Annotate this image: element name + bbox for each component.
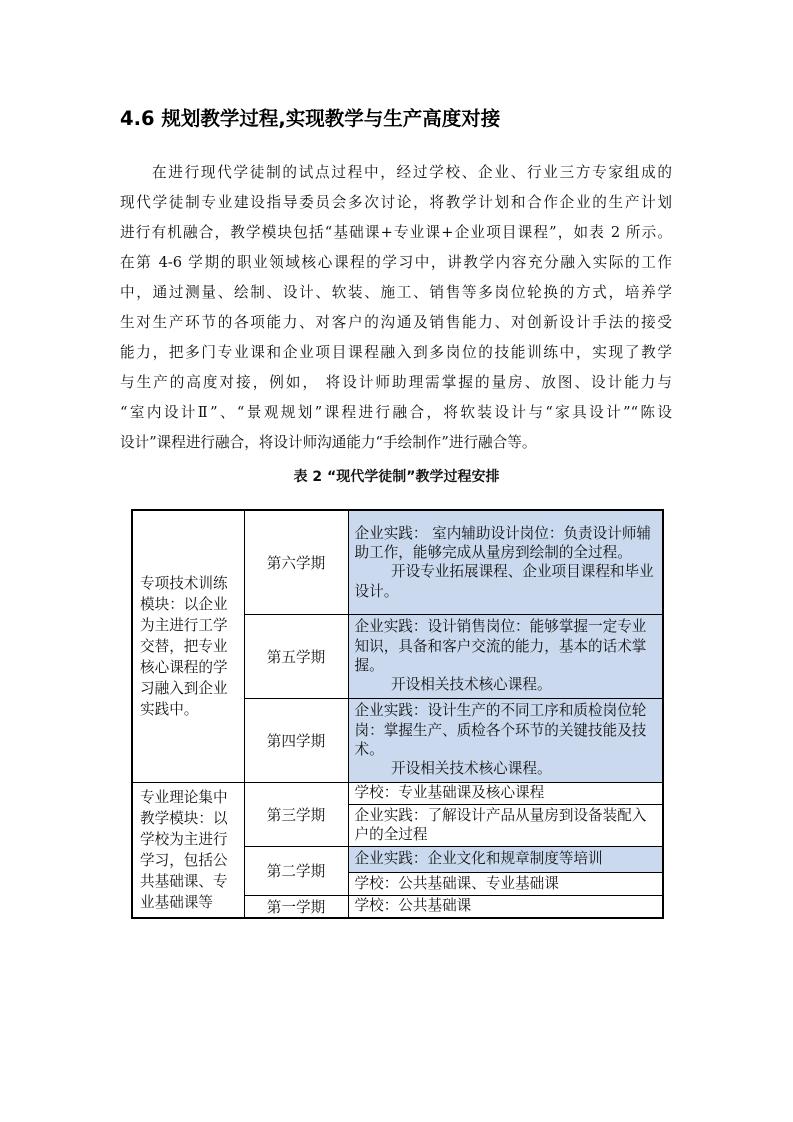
module-cell-practice: 专项技术训练模块：以企业为主进行工学交替，把专业核心课程的学习融入到企业实践中。 xyxy=(132,510,244,782)
semester-label: 第二学期 xyxy=(244,846,348,895)
activity-cell xyxy=(348,510,663,614)
body-line: 生对生产环节的各项能力、对客户的沟通及销售能力、对创新设计手法的接受 xyxy=(120,314,672,331)
table-caption: 表 2 “现代学徒制”教学过程安排 xyxy=(293,469,500,485)
activity-cell: 企业实践：企业文化和规章制度等培训 xyxy=(348,846,663,872)
activity-text: 企业实践：设计销售岗位：能够掌握一定专业知识，具备和客户交流的能力，基本的话术掌握。 xyxy=(354,618,647,674)
activity-cell: 企业实践：了解设计产品从量房到设备装配入户的全过程 xyxy=(348,804,663,846)
table-row xyxy=(132,510,663,614)
activity-text: 开设相关技术核心课程。 xyxy=(391,676,552,694)
body-line: “室内设计Ⅱ”、“景观规划”课程进行融合，将软装设计与“家具设计”“陈设 xyxy=(120,404,672,421)
semester-label: 第一学期 xyxy=(244,895,348,918)
body-text xyxy=(120,158,672,458)
body-line: 现代学徒制专业建设指导委员会多次讨论，将教学计划和合作企业的生产计划 xyxy=(120,194,672,211)
semester-label: 第四学期 xyxy=(244,698,348,782)
activity-cell: 学校：公共基础课、专业基础课 xyxy=(348,872,663,895)
semester-label: 第三学期 xyxy=(244,782,348,846)
section-heading: 4.6 规划教学过程,实现教学与生产高度对接 xyxy=(120,107,501,130)
body-line: 设计”课程进行融合，将设计师沟通能力“手绘制作”进行融合等。 xyxy=(120,434,537,451)
activity-text: 开设相关技术核心课程。 xyxy=(391,760,552,778)
semester-label: 第六学期 xyxy=(244,510,348,614)
teaching-plan-table xyxy=(131,509,664,919)
body-line: 在进行现代学徒制的试点过程中，经过学校、企业、行业三方专家组成的 xyxy=(152,164,672,181)
activity-cell xyxy=(348,698,663,782)
body-line: 与生产的高度对接，例如， 将设计师助理需掌握的量房、放图、设计能力与 xyxy=(120,374,672,391)
body-line: 能力，把多门专业课和企业项目课程融入到多岗位的技能训练中，实现了教学 xyxy=(120,344,672,361)
activity-text: 开设专业拓展课程、企业项目课程和毕业设计。 xyxy=(354,563,654,600)
activity-cell xyxy=(348,614,663,698)
semester-label: 第五学期 xyxy=(244,614,348,698)
body-line: 中，通过测量、绘制、设计、软装、施工、销售等多岗位轮换的方式，培养学 xyxy=(120,284,672,301)
activity-cell: 学校：公共基础课 xyxy=(348,895,663,918)
body-line: 在第 4-6 学期的职业领域核心课程的学习中，讲教学内容充分融入实际的工作 xyxy=(120,254,672,271)
module-cell-theory: 专业理论集中教学模块：以学校为主进行学习，包括公共基础课、专业基础课等 xyxy=(132,782,244,918)
activity-text: 企业实践： 室内辅助设计岗位：负责设计师辅助工作，能够完成从量房到绘制的全过程。 xyxy=(354,524,652,561)
table-row xyxy=(132,782,663,804)
body-line: 进行有机融合，教学模块包括“基础课+专业课+企业项目课程”，如表 2 所示。 xyxy=(120,224,672,241)
activity-text: 企业实践：设计生产的不同工序和质检岗位轮岗：掌握生产、质检各个环节的关键技能及技术。 xyxy=(354,702,647,758)
activity-cell: 学校：专业基础课及核心课程 xyxy=(348,782,663,804)
